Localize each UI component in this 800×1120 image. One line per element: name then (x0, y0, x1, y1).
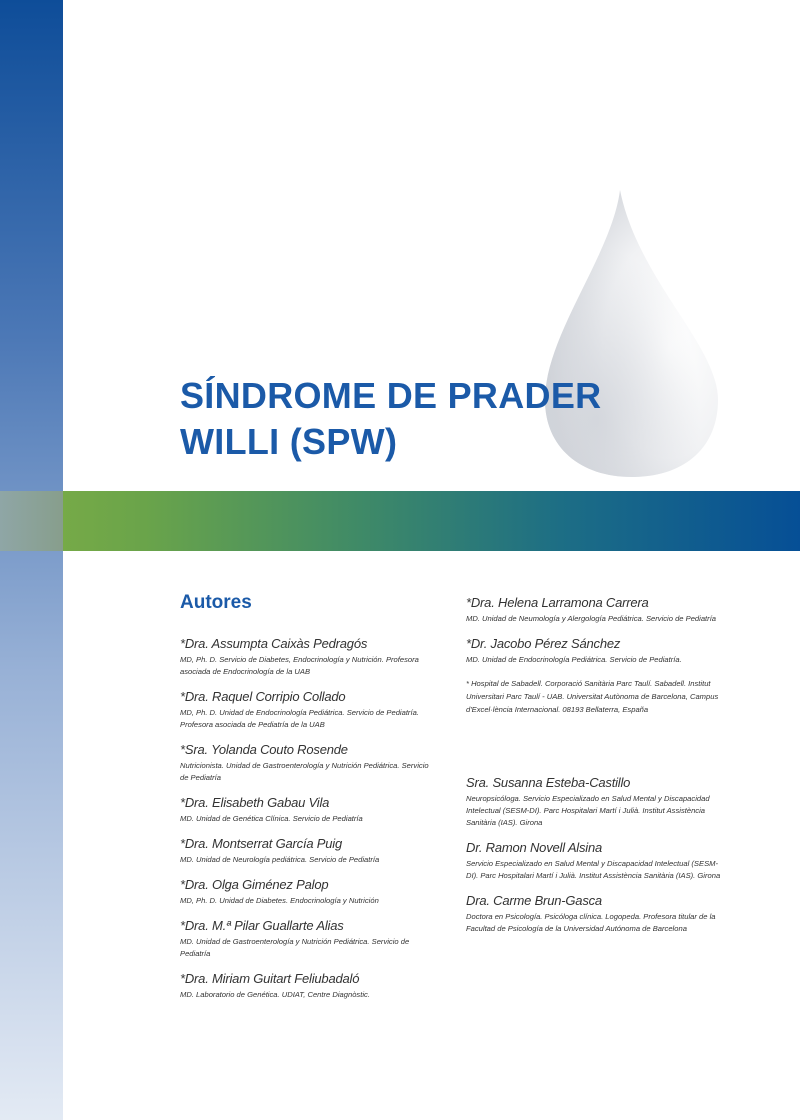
author-entry (180, 795, 432, 825)
author-affiliation: Nutricionista. Unidad de Gastroenterología y Nutrición Pediátrica. Servicio de Pediatría (180, 761, 429, 782)
author-name: *Dra. Helena Larramona Carrera (466, 595, 649, 610)
affiliation-footnote: * Hospital de Sabadell. Corporació Sanitària Parc Taulí. Sabadell. Institut Universitari Parc Taulí - UAB. Universitat Autònoma de Barcelona, Campus d'Excel·lència Internacional. 08193 Bellaterra, España (466, 679, 719, 714)
author-affiliation: MD, Ph. D. Servicio de Diabetes, Endocrinología y Nutrición. Profesora asociada de Endocrinología de la UAB (180, 655, 419, 676)
author-name: Dra. Carme Brun-Gasca (466, 893, 602, 908)
gradient-band (0, 491, 800, 551)
author-affiliation: Neuropsicóloga. Servicio Especializado en Salud Mental y Discapacidad Intelectual (SESM-DI). Parc Hospitalari Martí i Julià. Institut Assistència Sanitària (IAS). Girona (466, 794, 710, 827)
gradient-band-sidebar-segment (0, 491, 63, 551)
author-name: *Dra. Raquel Corripio Collado (180, 689, 346, 704)
authors-column-right (466, 595, 722, 716)
author-name: *Dra. Olga Giménez Palop (180, 877, 329, 892)
author-entry (180, 836, 432, 866)
author-affiliation: MD, Ph. D. Unidad de Diabetes. Endocrinología y Nutrición (180, 896, 379, 905)
author-entry (180, 742, 432, 784)
author-affiliation: MD. Unidad de Neurología pediátrica. Servicio de Pediatría (180, 855, 380, 864)
author-affiliation: Servicio Especializado en Salud Mental y Discapacidad Intelectual (SESM-DI). Parc Hospitalari Martí i Julià. Institut Assistència Sanitària (IAS). Girona (466, 859, 721, 880)
author-affiliation: MD. Laboratorio de Genética. UDIAT, Centre Diagnòstic. (180, 990, 370, 999)
author-entry (180, 918, 432, 960)
authors-column-right-external (466, 775, 722, 946)
title-line-1: SÍNDROME DE PRADER (180, 375, 602, 416)
author-affiliation: Doctora en Psicología. Psicóloga clínica. Logopeda. Profesora titular de la Facultad de Psicología de la Universidad Autónoma de Barcelona (466, 912, 716, 933)
author-name: Sra. Susanna Esteba-Castillo (466, 775, 631, 790)
authors-heading: Autores (180, 592, 252, 613)
author-name: *Dra. Montserrat García Puig (180, 836, 343, 851)
author-entry (466, 636, 722, 666)
author-entry (466, 893, 722, 935)
author-entry (466, 840, 722, 882)
left-sidebar-gradient (0, 0, 63, 1120)
author-entry (180, 877, 432, 907)
author-name: *Dr. Jacobo Pérez Sánchez (466, 636, 621, 651)
author-name: *Dra. Elisabeth Gabau Vila (180, 795, 330, 810)
page-title (180, 373, 601, 465)
author-entry (180, 636, 432, 678)
author-entry (466, 775, 722, 829)
author-name: *Sra. Yolanda Couto Rosende (180, 742, 348, 757)
author-entry (180, 971, 432, 1001)
author-name: *Dra. Assumpta Caixàs Pedragós (180, 636, 368, 651)
author-name: Dr. Ramon Novell Alsina (466, 840, 603, 855)
author-name: *Dra. M.ª Pilar Guallarte Alias (180, 918, 344, 933)
authors-column-left (180, 592, 432, 1012)
title-line-2: WILLI (SPW) (180, 421, 398, 462)
author-affiliation: MD. Unidad de Genética Clínica. Servicio de Pediatría (180, 814, 363, 823)
author-affiliation: MD. Unidad de Neumología y Alergología Pediátrica. Servicio de Pediatría (466, 614, 717, 623)
author-affiliation: MD. Unidad de Endocrinología Pediátrica. Servicio de Pediatría. (466, 655, 682, 664)
author-entry (466, 595, 722, 625)
author-affiliation: MD, Ph. D. Unidad de Endocrinología Pediátrica. Servicio de Pediatría. Profesora asociada de Pediatría de la UAB (180, 708, 419, 729)
author-name: *Dra. Miriam Guitart Feliubadaló (180, 971, 360, 986)
author-affiliation: MD. Unidad de Gastroenterología y Nutrición Pediátrica. Servicio de Pediatría (180, 937, 410, 958)
author-entry (180, 689, 432, 731)
